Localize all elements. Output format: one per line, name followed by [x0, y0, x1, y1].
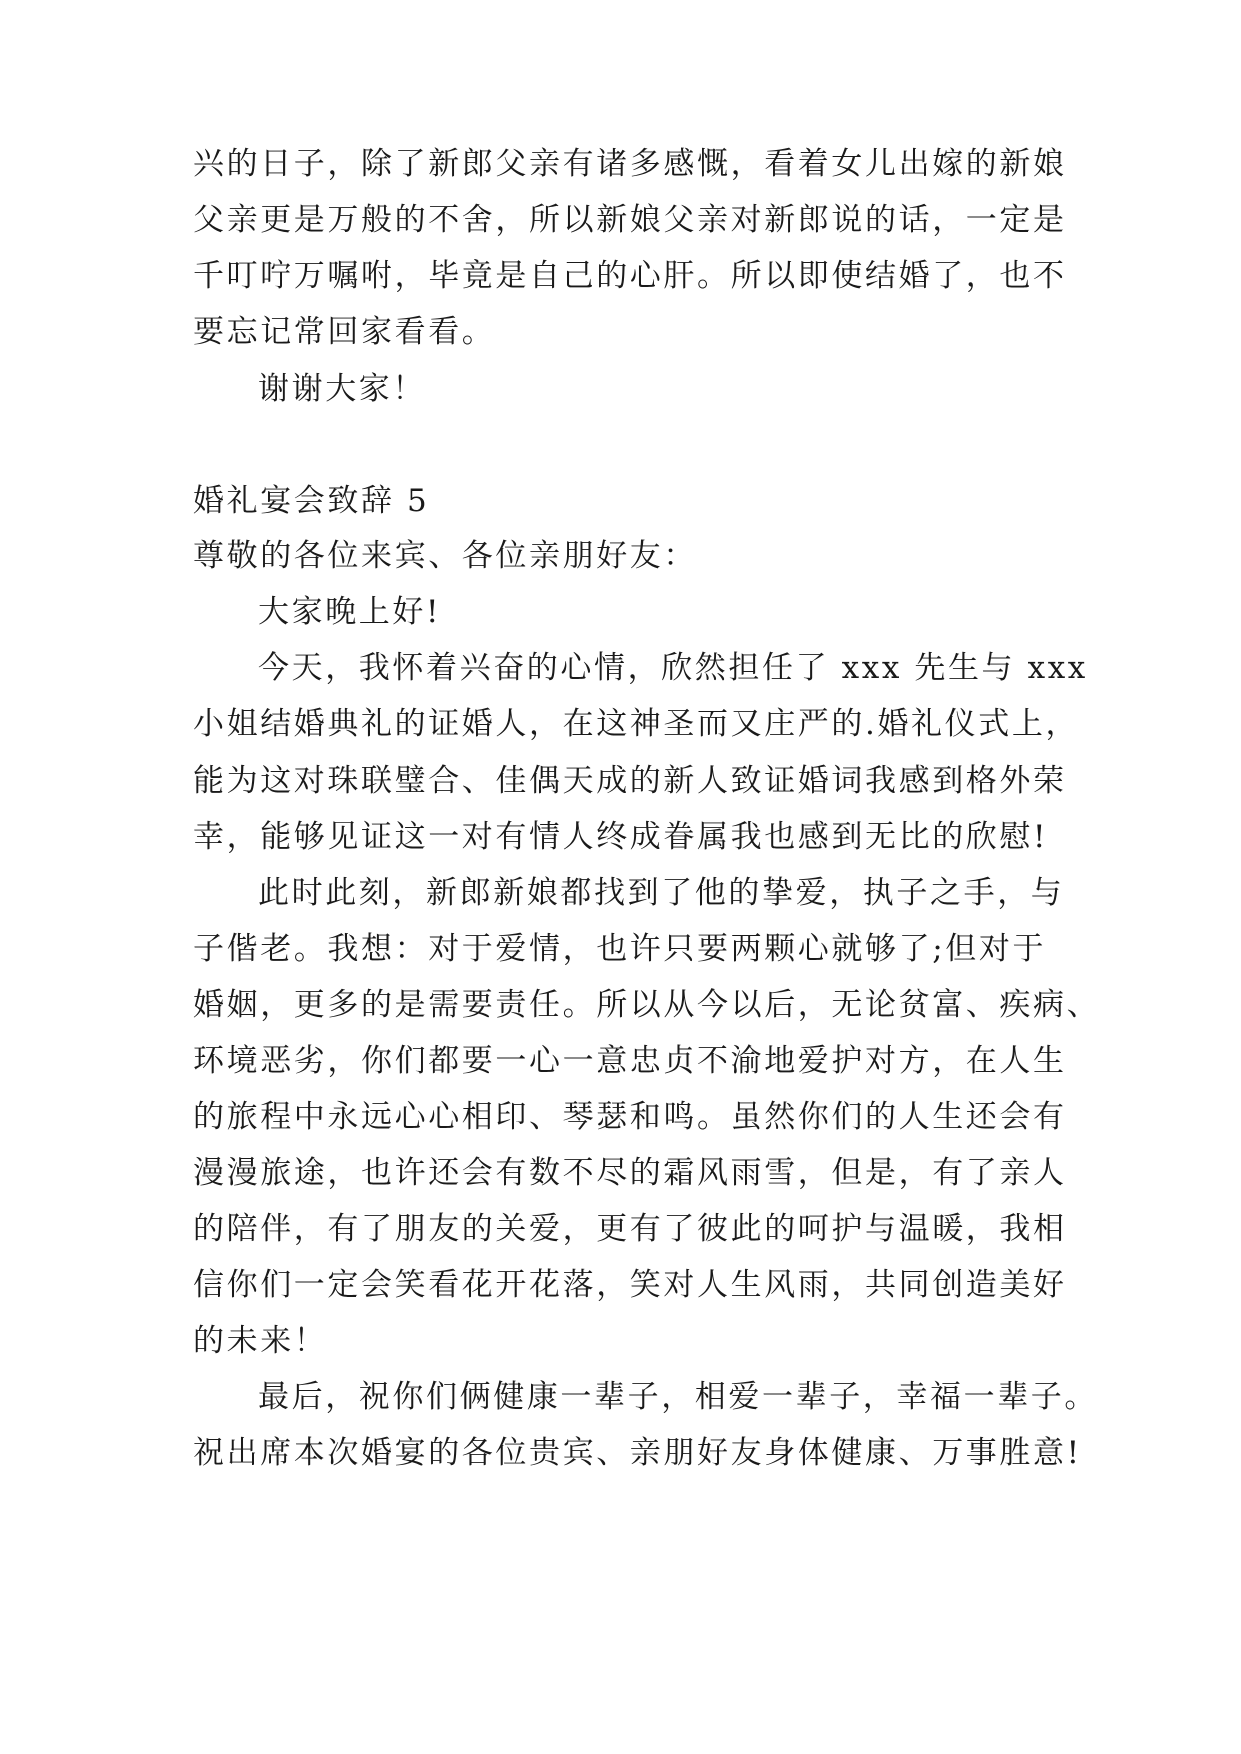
paragraph-1-line: 能为这对珠联璧合、佳偶天成的新人致证婚词我感到格外荣: [193, 763, 1067, 799]
paragraph-1-line: 小姐结婚典礼的证婚人，在这神圣而又庄严的.婚礼仪式上，: [193, 706, 1080, 742]
section-title: 婚礼宴会致辞 5: [193, 483, 430, 519]
paragraph-2-line: 的陪伴，有了朋友的关爱，更有了彼此的呵护与温暖，我相: [193, 1211, 1067, 1247]
text-line: 兴的日子，除了新郎父亲有诸多感慨，看着女儿出嫁的新娘: [193, 146, 1067, 182]
paragraph-2-line: 信你们一定会笑看花开花落，笑对人生风雨，共同创造美好: [193, 1267, 1067, 1303]
salutation: 尊敬的各位来宾、各位亲朋好友：: [193, 538, 697, 574]
thanks-line: 谢谢大家！: [258, 371, 426, 407]
paragraph-3-line: 祝出席本次婚宴的各位贵宾、亲朋好友身体健康、万事胜意!: [193, 1435, 1082, 1471]
paragraph-3-line: 最后，祝你们俩健康一辈子，相爱一辈子，幸福一辈子。: [258, 1379, 1098, 1415]
paragraph-2-line: 漫漫旅途，也许还会有数不尽的霜风雨雪，但是，有了亲人: [193, 1155, 1067, 1191]
paragraph-1-line: 今天，我怀着兴奋的心情，欣然担任了 xxx 先生与 xxx: [258, 650, 1088, 686]
paragraph-2-line: 的旅程中永远心心相印、琴瑟和鸣。虽然你们的人生还会有: [193, 1099, 1067, 1135]
paragraph-2-line: 此时此刻，新郎新娘都找到了他的挚爱，执子之手，与: [258, 875, 1065, 911]
text-line: 要忘记常回家看看。: [193, 314, 496, 350]
text-line: 父亲更是万般的不舍，所以新娘父亲对新郎说的话，一定是: [193, 202, 1067, 238]
paragraph-2-line: 环境恶劣，你们都要一心一意忠贞不渝地爱护对方，在人生: [193, 1043, 1067, 1079]
paragraph-2-line: 婚姻，更多的是需要责任。所以从今以后，无论贫富、疾病、: [193, 987, 1101, 1023]
paragraph-1-line: 幸，能够见证这一对有情人终成眷属我也感到无比的欣慰!: [193, 819, 1049, 855]
greeting: 大家晚上好!: [258, 594, 442, 630]
paragraph-2-line: 的未来！: [193, 1323, 328, 1359]
text-line: 千叮咛万嘱咐，毕竟是自己的心肝。所以即使结婚了，也不: [193, 258, 1067, 294]
paragraph-2-line: 子偕老。我想：对于爱情，也许只要两颗心就够了;但对于: [193, 931, 1047, 967]
